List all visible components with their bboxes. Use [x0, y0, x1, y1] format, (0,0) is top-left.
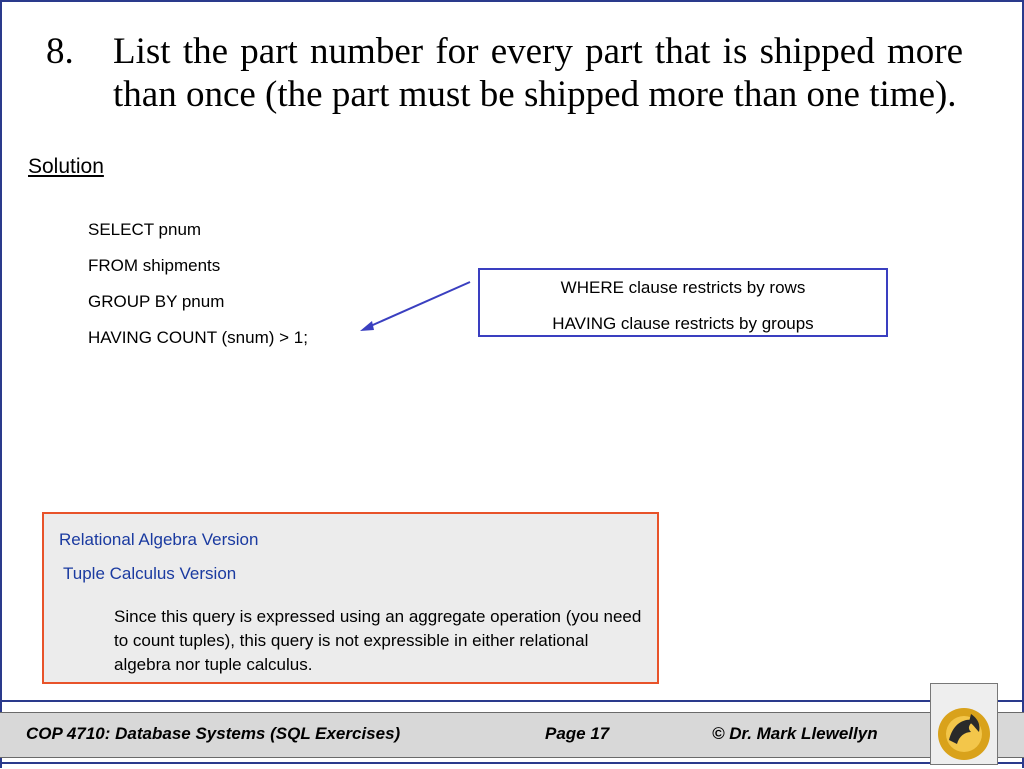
question-number: 8. — [46, 31, 74, 72]
logo-box — [930, 683, 998, 765]
algebra-explanation: Since this query is expressed using an aggregate operation (you need to count tuples), this query is not expressible in either relational algebra nor tuple calculus. — [114, 607, 642, 674]
ucf-pegasus-logo-icon — [931, 684, 997, 764]
tuple-calculus-title: Tuple Calculus Version — [63, 564, 237, 583]
sql-line-select: SELECT pnum — [88, 220, 202, 239]
note-having-line: HAVING clause restricts by groups — [552, 314, 814, 333]
note-where-line: WHERE clause restricts by rows — [560, 278, 806, 297]
footer-page: Page 17 — [545, 724, 610, 743]
question-text: List the part number for every part that is shipped more than once (the part must be shipped more than one time). — [113, 31, 963, 115]
sql-line-from: FROM shipments — [88, 256, 221, 275]
solution-label: Solution — [28, 155, 104, 178]
sql-line-group-by: GROUP BY pnum — [88, 292, 225, 311]
footer-author: © Dr. Mark Llewellyn — [712, 724, 878, 743]
footer-rule-bottom — [0, 762, 1024, 764]
note-callout-box — [478, 268, 888, 337]
footer-course: COP 4710: Database Systems (SQL Exercises) — [26, 724, 401, 743]
sql-line-having: HAVING COUNT (snum) > 1; — [88, 328, 308, 347]
algebra-box — [42, 512, 659, 684]
callout-arrow-icon — [350, 270, 480, 340]
footer-rule-top — [0, 700, 1024, 702]
relational-algebra-title: Relational Algebra Version — [59, 530, 259, 549]
